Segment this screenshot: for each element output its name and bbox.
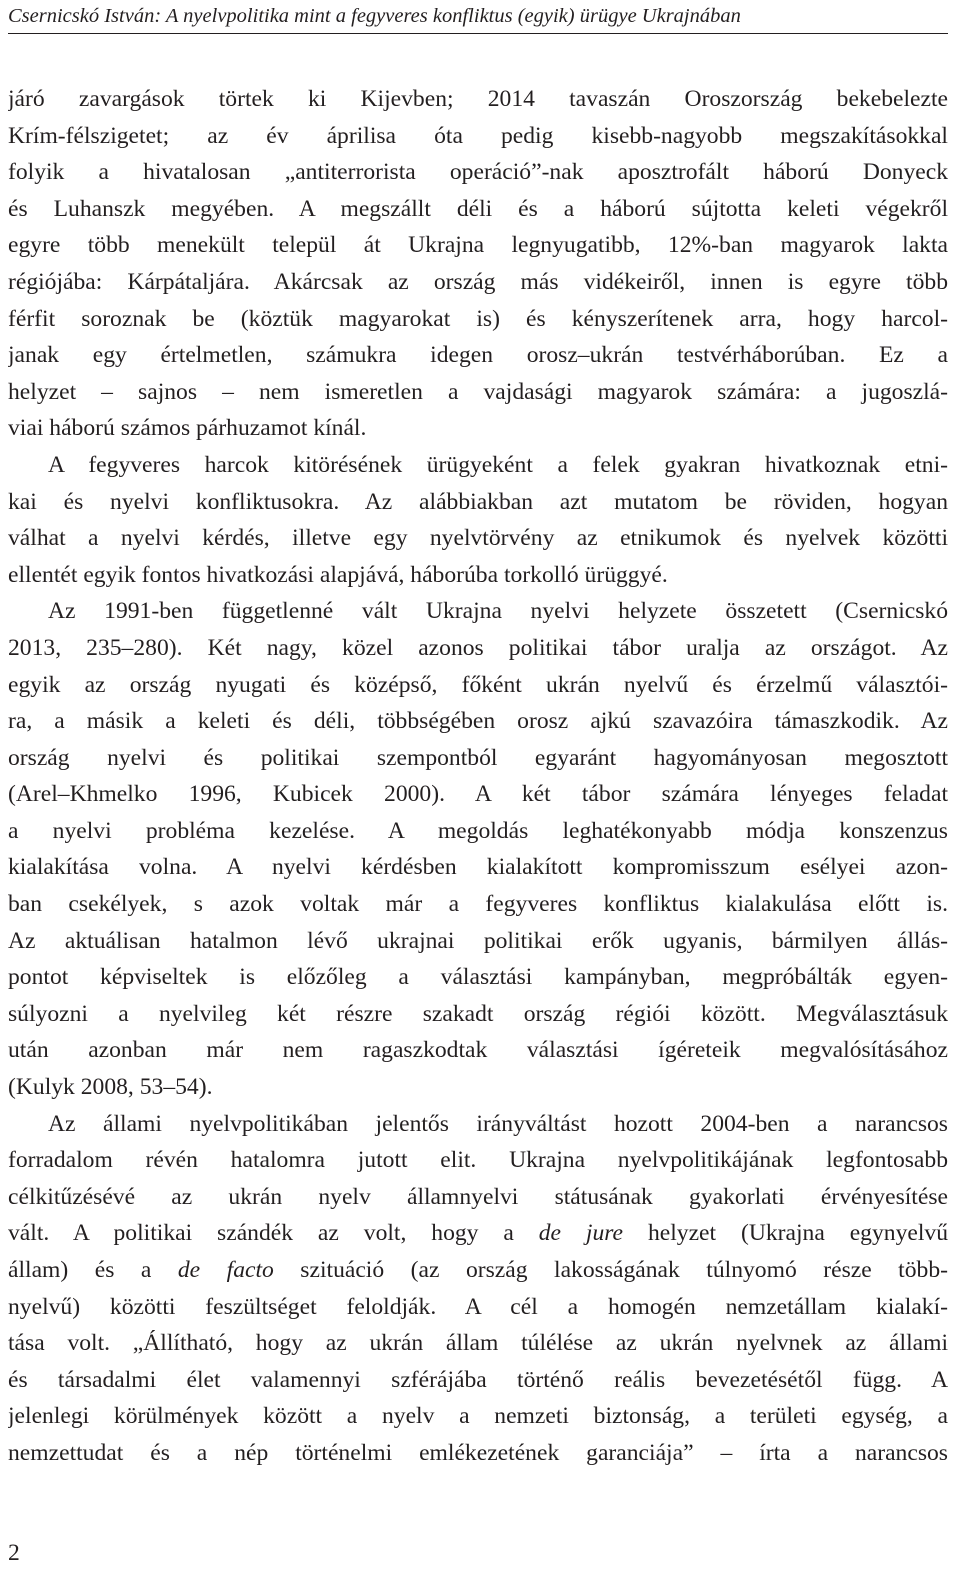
- text-line: [8, 1289, 948, 1326]
- text-line: [8, 703, 948, 740]
- text-segment: kai és nyelvi konfliktusokra. Az alábbiakban azt mutatom be röviden, hogyan: [8, 488, 948, 515]
- text-line: [8, 337, 948, 374]
- text-line: [8, 849, 948, 886]
- text-line: [8, 1362, 948, 1399]
- text-line: [8, 264, 948, 301]
- text-segment: egyre több menekült települ át Ukrajna legnyugatibb, 12%-ban magyarok lakta: [8, 232, 948, 259]
- text-segment: tása volt. „Állítható, hogy az ukrán állam túlélése az ukrán nyelvnek az állami: [8, 1330, 948, 1357]
- text-line: [8, 118, 948, 155]
- text-segment: jelenlegi körülmények között a nyelv a nemzeti biztonság, a területi egység, a: [8, 1403, 948, 1430]
- text-segment: szituáció (az ország lakosságának túlnyomó része több-: [273, 1257, 948, 1283]
- text-segment: (Kulyk 2008, 53–54).: [8, 1074, 213, 1101]
- text-segment: ban csekélyek, s azok voltak már a fegyveres konfliktus kialakulása előtt is.: [8, 891, 948, 918]
- text-line: [8, 1398, 948, 1435]
- text-line: [8, 1106, 948, 1143]
- text-segment: a nyelvi probléma kezelése. A megoldás leghatékonyabb módja konszenzus: [8, 817, 948, 844]
- text-line: [8, 374, 948, 411]
- text-line: [8, 593, 948, 630]
- text-line: [8, 484, 948, 521]
- text-line: [8, 776, 948, 813]
- text-segment: válhat a nyelvi kérdés, illetve egy nyelvtörvény az etnikumok és nyelvek közötti: [8, 525, 948, 552]
- italic-text-segment: de jure: [538, 1220, 624, 1247]
- text-segment: súlyozni a nyelvileg két részre szakadt ország régiói között. Megválasztásuk: [8, 1000, 948, 1027]
- text-segment: Krím-félszigetet; az év áprilisa óta pedig kisebb-nagyobb megszakításokkal: [8, 122, 948, 149]
- text-segment: helyzet (Ukrajna egynyelvű: [623, 1220, 948, 1247]
- text-segment: Az aktuálisan hatalmon lévő ukrajnai politikai erők ugyanis, bármilyen állás-: [8, 927, 948, 954]
- text-line: [8, 447, 948, 484]
- text-line: [8, 154, 948, 191]
- text-segment: egyik az ország nyugati és középső, főként ukrán nyelvű és érzelmű választói-: [8, 671, 948, 698]
- text-line: [8, 1142, 948, 1179]
- text-line: [8, 1435, 948, 1472]
- text-line: [8, 1032, 948, 1069]
- text-segment: janak egy értelmetlen, számukra idegen orosz–ukrán testvérháborúban. Ez a: [8, 342, 948, 369]
- text-segment: ra, a másik a keleti és déli, többségében orosz ajkú szavazóira támaszkodik. Az: [8, 708, 948, 735]
- text-segment: és Luhanszk megyében. A megszállt déli és a háború sújtotta keleti végekről: [8, 195, 948, 222]
- text-segment: Az 1991-ben függetlenné vált Ukrajna nyelvi helyzete összetett (Csernicskó: [48, 598, 948, 625]
- body-text: [8, 81, 948, 1472]
- text-segment: 2013, 235–280). Két nagy, közel azonos politikai tábor uralja az országot. Az: [8, 634, 948, 661]
- text-segment: állam) és a: [8, 1257, 178, 1283]
- text-line: [8, 923, 948, 960]
- header-divider: [8, 33, 948, 34]
- running-head-title: Csernicskó István: A nyelvpolitika mint a fegyveres konfliktus (egyik) ürügye Ukrajnában: [8, 5, 741, 27]
- text-line: [8, 996, 948, 1033]
- text-segment: (Arel–Khmelko 1996, Kubicek 2000). A két tábor számára lényeges feladat: [8, 781, 948, 808]
- text-line: [8, 667, 948, 704]
- text-segment: ellentét egyik fontos hivatkozási alapjává, háborúba torkolló ürüggyé.: [8, 561, 668, 588]
- text-line: [8, 557, 948, 594]
- text-line: [8, 959, 948, 996]
- text-segment: nyelvű) közötti feszültséget feloldják. A cél a homogén nemzetállam kialakí-: [8, 1293, 948, 1320]
- page-number: 2: [8, 1540, 20, 1566]
- text-segment: kialakítása volna. A nyelvi kérdésben kialakított kompromisszum esélyei azon-: [8, 854, 948, 881]
- text-segment: viai háború számos párhuzamot kínál.: [8, 415, 367, 442]
- text-segment: után azonban már nem ragaszkodtak választási ígéreteik megvalósításához: [8, 1037, 948, 1064]
- text-line: [8, 1252, 948, 1289]
- text-segment: forradalom révén hatalomra jutott elit. Ukrajna nyelvpolitikájának legfontosabb: [8, 1147, 948, 1174]
- text-line: [8, 630, 948, 667]
- italic-text-segment: de facto: [177, 1257, 274, 1283]
- text-segment: és társadalmi élet valamennyi szférájába történő reális bevezetésétől függ. A: [8, 1366, 948, 1393]
- text-line: [8, 520, 948, 557]
- text-line: [8, 410, 948, 447]
- text-segment: járó zavargások törtek ki Kijevben; 2014 tavaszán Oroszország bekebelezte: [8, 86, 948, 112]
- text-segment: nemzettudat és a nép történelmi emlékezetének garanciája” – írta a narancsos: [8, 1439, 948, 1466]
- text-line: [8, 1215, 948, 1252]
- text-segment: helyzet – sajnos – nem ismeretlen a vajdasági magyarok számára: a jugoszlá-: [8, 378, 948, 405]
- text-line: [8, 81, 948, 118]
- text-line: [8, 227, 948, 264]
- text-line: [8, 1179, 948, 1216]
- text-line: [8, 1069, 948, 1106]
- text-segment: ország nyelvi és politikai szempontból egyaránt hagyományosan megosztott: [8, 744, 948, 771]
- text-segment: Az állami nyelvpolitikában jelentős irányváltást hozott 2004-ben a narancsos: [48, 1110, 948, 1137]
- text-segment: folyik a hivatalosan „antiterrorista operáció”-nak aposztrofált háború Donyeck: [8, 159, 948, 186]
- text-line: [8, 740, 948, 777]
- text-segment: célkitűzésévé az ukrán nyelv államnyelvi státusának gyakorlati érvényesítése: [8, 1183, 948, 1210]
- text-line: [8, 301, 948, 338]
- text-line: [8, 813, 948, 850]
- text-segment: vált. A politikai szándék az volt, hogy a: [8, 1220, 539, 1247]
- text-line: [8, 1325, 948, 1362]
- text-segment: férfit soroznak be (köztük magyarokat is) és kényszerítenek arra, hogy harcol-: [8, 305, 948, 332]
- text-line: [8, 886, 948, 923]
- text-line: [8, 191, 948, 228]
- text-segment: A fegyveres harcok kitörésének ürügyeként a felek gyakran hivatkoznak etni-: [48, 451, 948, 478]
- text-segment: pontot képviseltek is előzőleg a választási kampányban, megpróbálták egyen-: [8, 964, 948, 991]
- text-segment: régiójába: Kárpátaljára. Akárcsak az ország más vidékeiről, innen is egyre több: [8, 268, 948, 295]
